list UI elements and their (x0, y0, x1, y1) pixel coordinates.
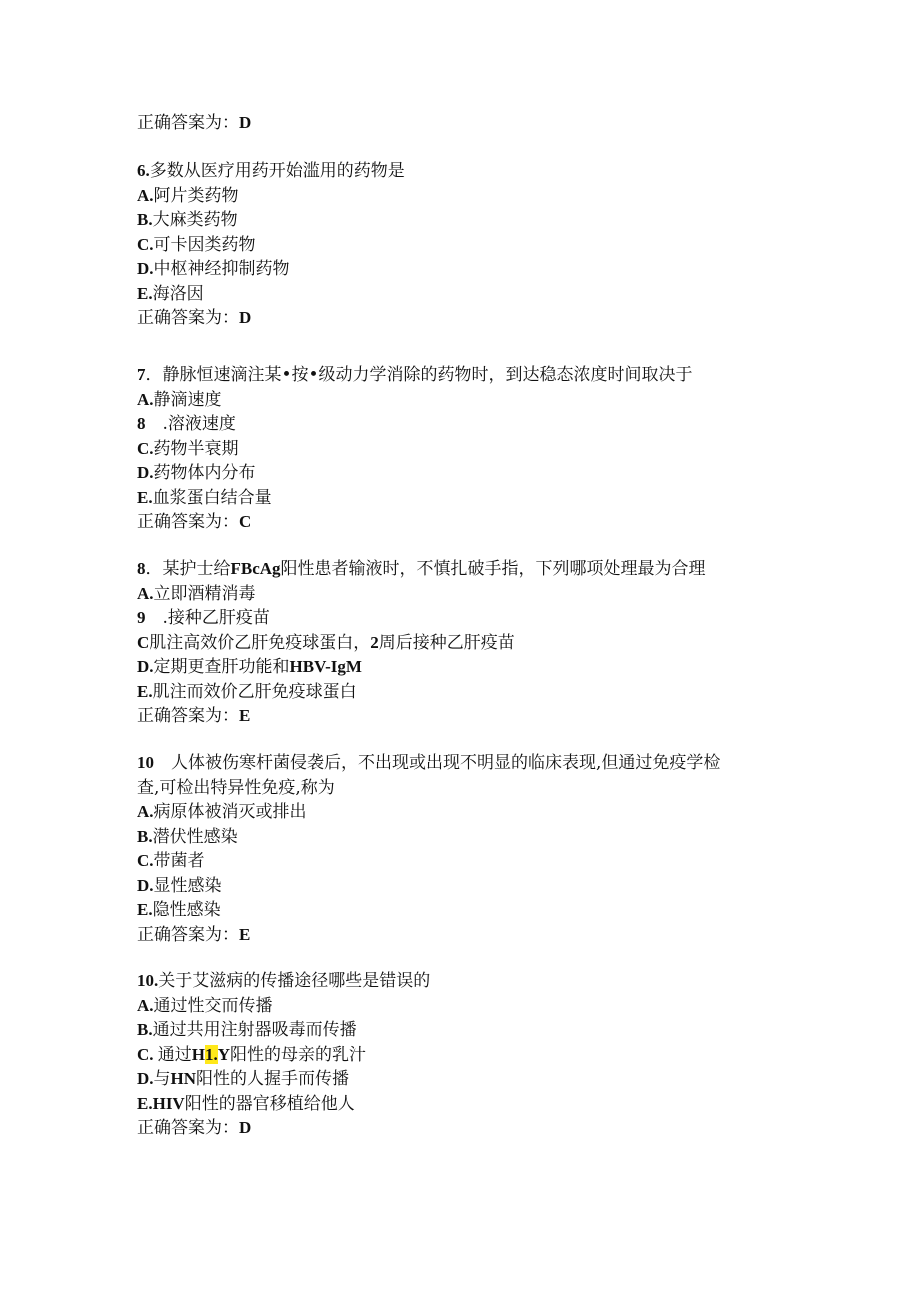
option-line (137, 1044, 366, 1066)
option-line (137, 899, 221, 921)
text-segment: .溶液速度 (145, 414, 236, 434)
answer-line (137, 1117, 251, 1139)
option-line (137, 1019, 357, 1041)
answer-line (137, 705, 250, 727)
option-line (137, 234, 256, 256)
text-segment: 隐性感染 (152, 900, 221, 920)
answer-line (137, 924, 250, 946)
text-segment: B. (137, 1020, 153, 1039)
text-segment: 多数从医疗用药开始滥用的药物是 (149, 161, 405, 181)
text-segment: H (191, 1044, 206, 1064)
text-segment: D. (137, 463, 154, 482)
text-segment: 6. (137, 161, 150, 180)
text-segment: C (239, 512, 252, 531)
text-segment: 阳性的器官移植给他人 (184, 1093, 355, 1114)
text-segment: E (239, 706, 251, 725)
text-segment: D. (137, 259, 154, 278)
text-segment: 通过性交而传播 (153, 995, 273, 1016)
text-segment: 药物半衰期 (153, 438, 239, 459)
text-segment: C. (137, 234, 154, 254)
text-segment: D (239, 308, 252, 327)
text-segment: 药物体内分布 (153, 463, 256, 483)
text-segment: 立即酒精消毒 (153, 583, 256, 604)
option-line (137, 185, 239, 207)
text-segment: 正确答案为： (137, 924, 239, 945)
option-line (137, 777, 335, 799)
text-segment: D. (137, 657, 154, 676)
text-segment: 周后接种乙肝疫苗 (378, 632, 515, 653)
text-segment: E. (137, 681, 153, 701)
text-segment: 10. (137, 971, 159, 990)
text-segment: A. (137, 995, 154, 1015)
text-segment: 与 (153, 1069, 171, 1089)
text-segment: 通过共用注射器吸毒而传播 (152, 1020, 357, 1040)
text-segment: HBV-IgM (289, 657, 362, 676)
text-segment: 大麻类药物 (152, 210, 238, 230)
text-segment: 阳性患者输液时，不慎扎破手指，下列哪项处理最为合理 (280, 559, 706, 579)
option-line (137, 826, 238, 848)
text-segment: E. (137, 487, 153, 507)
text-segment: 7 (137, 365, 146, 384)
text-segment: E. (137, 900, 153, 919)
text-segment: 中枢神经抑制药物 (153, 259, 290, 279)
text-segment: 静滴速度 (153, 389, 222, 410)
text-segment: E. (137, 283, 153, 303)
text-segment: 关于艾滋病的传播途径哪些是错误的 (158, 971, 431, 991)
option-line (137, 283, 204, 305)
text-segment: 10 (137, 753, 154, 772)
text-segment: 定期更查肝功能和 (153, 657, 290, 677)
text-segment: 正确答案为： (137, 113, 239, 133)
text-segment: 海洛因 (152, 283, 204, 304)
answer-line (137, 112, 251, 134)
text-segment: 血浆蛋白结合量 (152, 487, 272, 508)
option-line (137, 413, 236, 435)
text-segment: E. (137, 1093, 153, 1113)
option-line (137, 632, 515, 654)
text-segment: ．静脉恒速滴注某•按•级动力学消除的药物时，到达稳态浓度时间取决于 (145, 365, 693, 385)
text-segment: 肌注高效价乙肝免疫球蛋白， (149, 632, 371, 653)
text-segment: D (239, 1118, 252, 1137)
question-line (137, 970, 430, 992)
option-line (137, 258, 290, 280)
text-segment: 阿片类药物 (153, 185, 239, 206)
option-line (137, 1093, 355, 1115)
text-segment: C. (137, 851, 154, 870)
text-segment: 正确答案为： (137, 512, 239, 532)
text-segment: ．某护士给 (145, 559, 231, 579)
text-segment: D (239, 113, 252, 132)
text-segment: HIV (152, 1093, 185, 1113)
option-line (137, 995, 273, 1017)
text-segment: 正确答案为： (137, 706, 239, 726)
text-segment: C. (137, 1044, 158, 1064)
option-line (137, 656, 362, 678)
option-line (137, 801, 307, 823)
text-segment: 9 (137, 608, 146, 627)
text-segment: 病原体被消灭或排出 (153, 802, 307, 822)
option-line (137, 607, 270, 629)
option-line (137, 462, 256, 484)
text-segment: HN (170, 1069, 197, 1088)
option-line (137, 850, 205, 872)
text-segment: 正确答案为： (137, 1118, 239, 1138)
text-segment: 阳性的母亲的乳汁 (230, 1044, 367, 1065)
highlighted-text: 1. (205, 1044, 218, 1064)
text-segment: 潜伏性感染 (152, 826, 238, 847)
question-line (137, 364, 693, 386)
text-segment: D. (137, 875, 154, 895)
text-segment: .接种乙肝疫苗 (145, 608, 270, 628)
text-segment: 查,可检出特异性免疫,称为 (137, 777, 335, 798)
text-segment: 可卡因类药物 (153, 234, 256, 255)
text-segment: Y (217, 1044, 231, 1064)
option-line (137, 438, 239, 460)
text-segment: D. (137, 1069, 154, 1088)
text-segment: 通过 (157, 1044, 192, 1065)
text-segment: 正确答案为： (137, 308, 239, 328)
text-segment: 显性感染 (153, 875, 222, 896)
text-segment: A. (137, 583, 154, 603)
text-segment: A. (137, 389, 154, 409)
text-segment: 人体被伤寒杆菌侵袭后，不出现或出现不明显的临床表现,但通过免疫学检 (154, 753, 721, 773)
option-line (137, 487, 272, 509)
text-segment: E (239, 924, 251, 944)
text-segment: 阳性的人握手而传播 (196, 1069, 350, 1089)
text-segment: C. (137, 438, 154, 458)
option-line (137, 681, 357, 703)
text-segment: 8 (137, 559, 146, 578)
text-segment: 带菌者 (153, 851, 205, 871)
text-segment: C (137, 632, 150, 652)
text-segment: A. (137, 802, 154, 821)
option-line (137, 1068, 349, 1090)
text-segment: B. (137, 210, 153, 229)
text-segment: B. (137, 826, 153, 846)
question-line (137, 752, 720, 774)
text-segment: 2 (370, 632, 379, 652)
text-segment: A. (137, 185, 154, 205)
option-line (137, 875, 222, 897)
option-line (137, 583, 256, 605)
text-segment: FBcAg (230, 559, 281, 578)
text-segment: 8 (137, 414, 146, 433)
text-segment: 肌注而效价乙肝免疫球蛋白 (152, 681, 357, 702)
question-line (137, 160, 405, 182)
option-line (137, 209, 238, 231)
option-line (137, 389, 222, 411)
question-line (137, 558, 706, 580)
answer-line (137, 307, 251, 329)
answer-line (137, 511, 251, 533)
